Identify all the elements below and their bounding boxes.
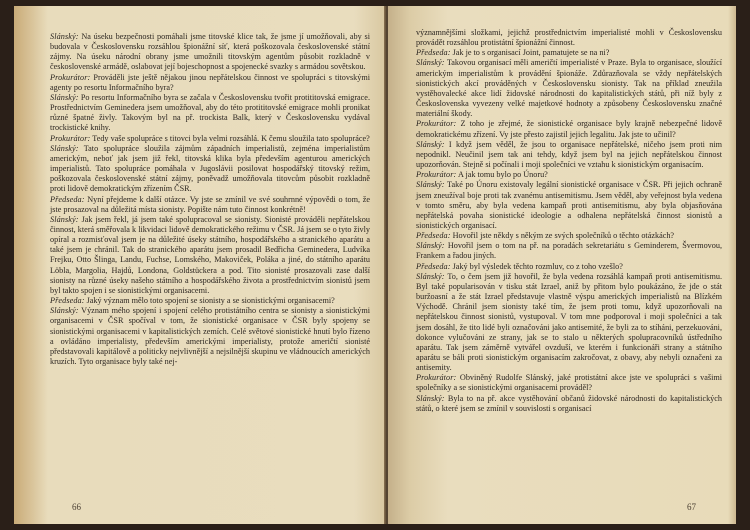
dialogue-text: Jaký byl výsledek těchto rozmluv, co z toho vzešlo?: [450, 261, 623, 271]
speaker-label: Prokurátor:: [416, 373, 457, 383]
dialogue-paragraph: [416, 119, 722, 139]
dialogue-paragraph: [416, 170, 722, 180]
dialogue-paragraph: [416, 241, 722, 261]
speaker-label: Slánský:: [416, 180, 445, 190]
right-page-text: [416, 28, 722, 414]
dialogue-paragraph: [50, 306, 370, 367]
dialogue-text: Na úseku bezpečnosti pomáhali jsme titovské klice tak, že jsme jí umožňovali, aby si budovala v Československu rozsáhlou špionážní síť, která poškozovala československé státní zájmy. Na úseku národní obrany jsme umožnili titovským agentům působit rozkladně v československé armádě, oslabovat její bojeschopnost a spojenecké svazky s armádou sovětskou.: [50, 32, 370, 72]
dialogue-text: Také po Únoru existovaly legální sionistické organisace v ČSR. Při jejich ochraně jsem zneužíval boje proti tak zvanému antisemitismu. Jsem věděl, aby veřejnost byla vedena v tomto směru, aby byla vedena kampaň proti antisemitismu, aby byla objasňována nepřátelská povaha sionistické ideologie a odhalena nepřátelská činnost sionistů a sionistických organisací.: [416, 180, 722, 230]
dialogue-paragraph: [416, 48, 722, 58]
dialogue-text: Z toho je zřejmé, že sionistické organisace byly krajně nebezpečné lidově demokratickému zřízení. Vy jste přesto zajistil jejich legalitu. Jak jste to učinil?: [416, 119, 722, 139]
dialogue-text: A jak tomu bylo po Únoru?: [456, 170, 548, 180]
speaker-label: Slánský:: [416, 241, 445, 251]
dialogue-paragraph: [50, 32, 370, 73]
dialogue-paragraph: [50, 134, 370, 144]
speaker-label: Slánský:: [416, 393, 445, 403]
dialogue-text: Nyní přejdeme k další otázce. Vy jste se zmínil ve své souhrnné výpovědi o tom, že jste prosazoval na důležitá místa sionisty. Popište nám tuto činnost konkrétně!: [50, 194, 370, 214]
speaker-label: Předseda:: [416, 231, 451, 241]
speaker-label: Prokurátor:: [416, 170, 457, 180]
dialogue-paragraph: [416, 231, 722, 241]
dialogue-paragraph: [416, 394, 722, 414]
left-page-text: [50, 32, 370, 367]
right-page-number: 67: [687, 502, 696, 512]
dialogue-paragraph: [416, 180, 722, 231]
open-book: [14, 6, 736, 524]
dialogue-paragraph: [50, 73, 370, 93]
dialogue-paragraph: [416, 140, 722, 170]
dialogue-text: To, o čem jsem již hovořil, že byla vedena rozsáhlá kampaň proti antisemitismu. Byl také popularisován v tisku stát Izrael, aniž by přitom bylo poukázáno, že jde o stát buržoasní a že stát Izrael představuje vlastně výspu amerických imperialistů na Blízkém Východě. Chránil jsem sionisty také tím, že jsem proti tomu, když upozorňovali na nepřátelskou činnost sionistů, vystupoval. V tom mne podporoval i moji společníci a tak jsem dosáhl, že tito lidé byli označováni jako antisemité, že byli za to stíháni, perzekuováni, dokonce vylučováni ze strany, jak se to stalo u některých spolupracovníků ústředního aparátu. Tak jsem záměrně vytvářel ovzduší, ve kterém i funkcionáři strany a státního aparátu se báli proti sionistickým organisacím zakročovat, z obavy, aby nebyli označeni za antisemity.: [416, 271, 722, 373]
dialogue-paragraph: [50, 195, 370, 215]
speaker-label: Slánský:: [50, 306, 79, 316]
speaker-label: Slánský:: [50, 214, 79, 224]
dialogue-text: Po resortu Informačního byra se začala v Československu tvořit protititovská emigrace. Prostřednictvím Geminedera jsem umožňoval, aby do této protititovské emigrace mohli pronikat různé špatné živly. Takovým byl na př. trockista Balk, který v Československu vydával trockistické knihy.: [50, 92, 370, 133]
dialogue-text: Tato spolupráce sloužila zájmům západních imperialistů, zejména imperialistům americkým, neboť jak jsem již řekl, titovská klika byla především agenturou amerických imperialistů. Tato spolupráce pomáhala v Jugoslávii posilovat hospodářský titovský režim, poškozovala československé státní zájmy, poněvadž umožňovala titovcům působit rozkladně proti lidově demokratickým zřízením ČSR.: [50, 143, 370, 194]
speaker-label: Slánský:: [416, 58, 445, 68]
left-page: [14, 6, 386, 524]
dialogue-paragraph: [50, 144, 370, 195]
dialogue-paragraph: [416, 373, 722, 393]
dialogue-paragraph: [416, 272, 722, 374]
dialogue-text: Význam mého spojení i spojení celého protistátního centra se sionisty a sionistickými organisacemi v ČSR spočíval v tom, že sionistické organisace v ČSR byly spojeny se sionistickými organisacemi v kapitalistických zemích. Celé světové sionistické hnutí bylo řízeno a ovládáno imperialisty, především americkými imperialisty, protože američtí sionisté představovali kapitálově a politicky nejvlivnější a nejsilnější skupinu ve vládnoucích amerických kruzích. Tyto organisace byly také nej-: [50, 306, 370, 366]
dialogue-text: Jak je to s organisací Joint, pamatujete se na ni?: [450, 48, 610, 58]
dialogue-text: Byla to na př. akce vystěhování občanů židovské národnosti do kapitalistických států, o které jsem se zmínil v souvislosti s organisací: [416, 393, 722, 413]
dialogue-paragraph: [416, 262, 722, 272]
dialogue-text: Hovořil jste někdy s někým ze svých společníků o těchto otázkách?: [450, 231, 675, 241]
dialogue-text: Hovořil jsem o tom na př. na poradách sekretariátu s Geminderem, Švermovou, Frankem a řadou jiných.: [416, 241, 722, 261]
dialogue-text: Obviněný Rudolfe Slánský, jaké protistátní akce jste ve spolupráci s vašimi společníky a se sionistickými organisacemi prováděl?: [416, 373, 722, 393]
left-page-number: 66: [72, 502, 81, 512]
dialogue-text: Jak jsem řekl, já jsem také spolupracoval se sionisty. Sionisté prováděli nepřátelskou činnost, která směřovala k likvidaci lidově demokratického režimu v ČSR. Já jsem se o tyto živly opíral a rozmisťoval jsem je na důležité úseky státního, hospodářského a stranického aparátu a také jsem je chránil. Tak do stranického aparátu jsem prosadil Bedřicha Geminedera, Ludvíka Frejku, Otto Šlinga, Landu, Fuchse, Lomského, Makoviček, Poláka a jiné, do státního aparátu Löbla, Margolia, Hajdů, Londona, Goldstückera a pod. Tito sionisté prosazovali zase další sionisty na různé úseky našeho státního a hospodářského života a prostřednictvím sionistů jsem byl takto spojen i se sionistickými organisacemi.: [50, 214, 370, 295]
speaker-label: Prokurátor:: [50, 133, 91, 143]
speaker-label: Slánský:: [50, 92, 79, 102]
right-page: [388, 6, 736, 524]
dialogue-paragraph: [50, 215, 370, 296]
dialogue-text: Takovou organisací měli američtí imperialisté v Praze. Byla to organisace, sloužící americkým imperialistům k provádění špionáže. Zdůrazňovala se vždy nepřátelských sionistických akcí prováděných v Československu sionisty. Tak na příklad zneužila vystěhovalecké akce lidí židovské národnosti do kapitalistických států, při níž byly z Československa vyvezeny velké majetkové hodnoty a způsobeny Československu značné materiální škody.: [416, 58, 722, 119]
dialogue-text: významnějšími složkami, jejichž prostřednictvím imperialisté mohli v Československu provádět rozsáhlou protistátní špionážní činnost.: [416, 28, 722, 48]
dialogue-paragraph: [50, 93, 370, 134]
dialogue-text: Tedy vaše spolupráce s titovci byla velmi rozsáhlá. K čemu sloužila tato spolupráce?: [90, 133, 370, 143]
speaker-label: Prokurátor:: [416, 119, 457, 129]
dialogue-text: I když jsem věděl, že jsou to organisace nepřátelské, ničeho jsem proti nim nepodnikl. Neučinil jsem tak ani tehdy, když jsem byl na jejich nepřátelskou činnost upozorňován. Stejně si počínali i moji společníci ve vztahu k sionistickým organisacím.: [416, 139, 722, 170]
dialogue-paragraph: [416, 58, 722, 119]
speaker-label: Předseda:: [416, 48, 451, 58]
speaker-label: Slánský:: [416, 139, 445, 149]
dialogue-paragraph: [50, 296, 370, 306]
speaker-label: Předseda:: [50, 194, 85, 204]
speaker-label: Prokurátor:: [50, 72, 91, 82]
dialogue-text: Jaký význam mělo toto spojení se sionisty a se sionistickými organisacemi?: [84, 296, 335, 306]
speaker-label: Slánský:: [50, 143, 79, 153]
speaker-label: Předseda:: [416, 261, 451, 271]
dialogue-text: Prováděli jste ještě nějakou jinou nepřátelskou činnost ve spolupráci s titovskými agenty po resortu Informačního byra?: [50, 72, 370, 92]
speaker-label: Slánský:: [416, 271, 445, 281]
dialogue-paragraph: [416, 28, 722, 48]
speaker-label: Předseda:: [50, 296, 85, 306]
speaker-label: Slánský:: [50, 32, 79, 41]
